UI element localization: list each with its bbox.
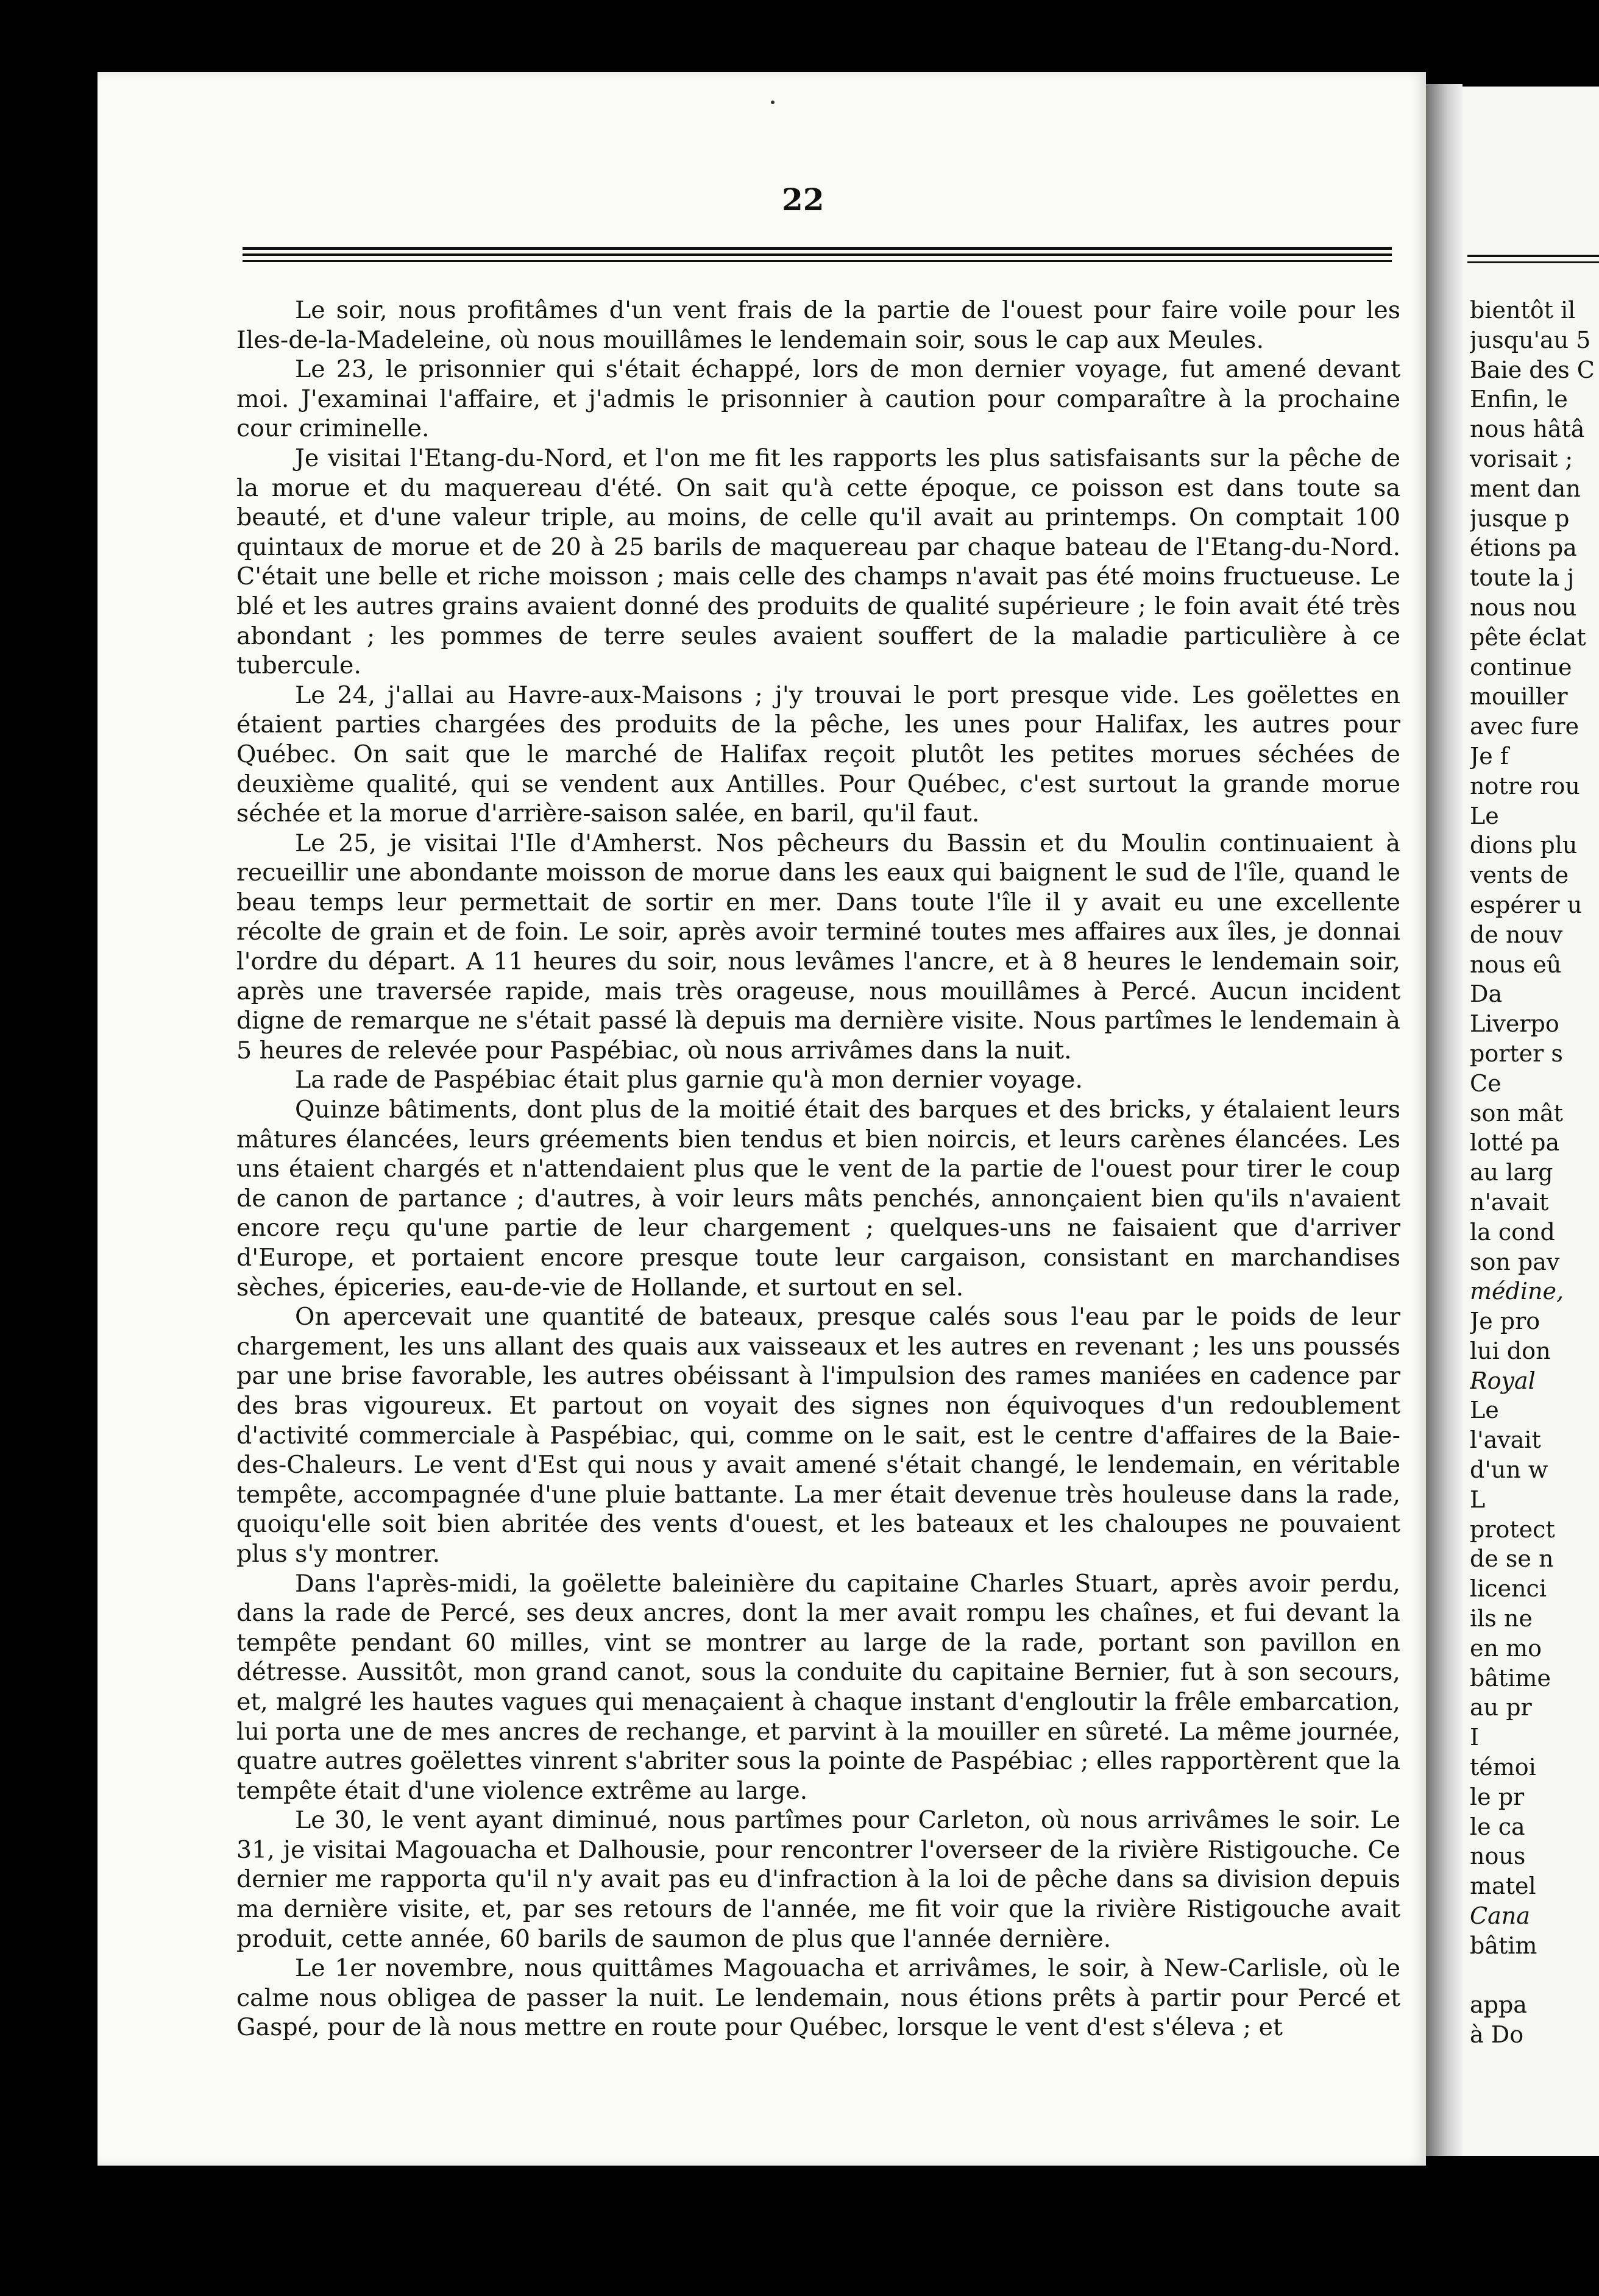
next-page-line: l'avait bbox=[1470, 1426, 1541, 1454]
next-page-line: appa bbox=[1470, 1991, 1527, 2019]
next-page-line: bâtim bbox=[1470, 1932, 1537, 1959]
next-page-line: la cond bbox=[1470, 1218, 1555, 1245]
next-page-line: nous hâtâ bbox=[1470, 416, 1585, 443]
next-page-line: jusque p bbox=[1470, 505, 1570, 532]
next-page-line: de nouv bbox=[1470, 921, 1563, 948]
next-page-line: matel bbox=[1470, 1873, 1536, 1900]
next-page-line bbox=[1470, 1961, 1599, 1991]
next-page-line: Je pro bbox=[1470, 1308, 1540, 1335]
next-page-line: Enfin, le bbox=[1470, 386, 1568, 413]
next-page-line: Le bbox=[1470, 1397, 1499, 1424]
next-page-line: vents de bbox=[1470, 862, 1569, 889]
next-page-line: protect bbox=[1470, 1515, 1555, 1543]
next-page-line: bientôt il bbox=[1470, 297, 1576, 324]
paragraph: Je visitai l'Etang-du-Nord, et l'on me fit les rapports les plus satisfaisants sur la pêche de la morue et du maquereau d'été. On sait qu'à cette époque, ce poisson est dans toute sa beauté, et d'une valeur triple, au moins, de celle qu'il avait au printemps. On comptait 100 quintaux de morue et de 20 à 25 barils de maquereau par chaque bateau de l'Etang-du-Nord. C'était une belle et riche moisson ; mais celle des champs n'avait pas été moins fructueuse. Le blé et les autres grains avaient donné des produits de qualité supérieure ; le foin avait été très abondant ; les pommes de terre seules avaient souffert de la maladie particulière à ce tubercule. bbox=[236, 444, 1400, 680]
next-page-line: lotté pa bbox=[1470, 1129, 1560, 1157]
paragraph: Le 24, j'allai au Havre-aux-Maisons ; j'y trouvai le port presque vide. Les goëlettes en étaient parties chargées des produits de la pêche, les unes pour Halifax, les autres pour Québec. On sait que le marché de Halifax reçoit plutôt les petites morues séchées de deuxième qualité, qui se vendent aux Antilles. Pour Québec, c'est surtout la grande morue séchée et la morue d'arrière-saison salée, en baril, qu'il faut. bbox=[236, 681, 1400, 828]
next-page-line: Royal bbox=[1470, 1367, 1536, 1394]
header-rule bbox=[243, 253, 1392, 256]
next-page-line: I bbox=[1470, 1724, 1480, 1751]
paragraph: Le 1er novembre, nous quittâmes Magouacha et arrivâmes, le soir, à New-Carlisle, où le calme nous obligea de passer la nuit. Le lendemain, nous étions prêts à partir pour Percé et Gaspé, pour de là nous mettre en route pour Québec, lorsque le vent d'est s'éleva ; et bbox=[236, 1954, 1400, 2042]
next-page-line: nous nou bbox=[1470, 593, 1577, 621]
next-page-line: le pr bbox=[1470, 1783, 1525, 1810]
book-gutter bbox=[1426, 84, 1462, 2156]
paragraph: Le 25, je visitai l'Ile d'Amherst. Nos pêcheurs du Bassin et du Moulin continuaient à recueillir une abondante moisson de morue dans les eaux qui baignent le sud de l'île, quand le beau temps leur permettait de sortir en mer. Dans toute l'île il y avait eu une excellente récolte de grain et de foin. Le soir, après avoir terminé toutes mes affaires aux îles, je donnai l'ordre du départ. A 11 heures du soir, nous levâmes l'ancre, et à 8 heures le lendemain soir, après une traversée rapide, mais très orageuse, nous mouillâmes à Percé. Aucun incident digne de remarque ne s'était passé là depuis ma dernière visite. Nous partîmes le lendemain à 5 heures de relevée pour Paspébiac, où nous arrivâmes dans la nuit. bbox=[236, 829, 1400, 1065]
next-page-line: nous bbox=[1470, 1843, 1526, 1870]
next-page-line: nous eû bbox=[1470, 951, 1562, 978]
paragraph: Le 23, le prisonnier qui s'était échappé, lors de mon dernier voyage, fut amené devant moi. J'examinai l'affaire, et j'admis le prisonnier à caution pour comparaître à la prochaine cour criminelle. bbox=[236, 355, 1400, 443]
next-page-line: dions plu bbox=[1470, 832, 1578, 859]
next-page-line: son mât bbox=[1470, 1099, 1563, 1127]
next-page-line: au larg bbox=[1470, 1159, 1553, 1186]
next-page-line: vorisait ; bbox=[1470, 445, 1573, 472]
header-rule bbox=[243, 260, 1392, 262]
next-page-line: Ce bbox=[1470, 1069, 1502, 1097]
next-page-line: le ca bbox=[1470, 1813, 1525, 1840]
next-page-line: étions pa bbox=[1470, 534, 1577, 562]
next-page-line: lui don bbox=[1470, 1337, 1551, 1364]
next-page-line: ils ne bbox=[1470, 1605, 1533, 1632]
scan-speck bbox=[771, 101, 775, 104]
next-page-line: Cana bbox=[1470, 1902, 1530, 1930]
next-page-line: à Do bbox=[1470, 2021, 1524, 2049]
next-page-line: témoi bbox=[1470, 1754, 1536, 1781]
next-page-line: L bbox=[1470, 1486, 1486, 1513]
next-page-line: notre rou bbox=[1470, 772, 1580, 799]
next-page-line: mouiller bbox=[1470, 683, 1568, 710]
paragraph: Le 30, le vent ayant diminué, nous partîmes pour Carleton, où nous arrivâmes le soir. Le 31, je visitai Magouacha et Dalhousie, pour rencontrer l'overseer de la rivière Ristigouche. Ce dernier me rapporta qu'il n'y avait pas eu d'infraction à la loi de pêche dans sa division depuis ma dernière visite, et, par ses retours de l'année, me fit voir que la rivière Ristigouche avait produit, cette année, 60 barils de saumon de plus que l'année dernière. bbox=[236, 1806, 1400, 1953]
next-page-line: de se n bbox=[1470, 1545, 1554, 1573]
next-page-line: n'avait bbox=[1470, 1188, 1549, 1216]
next-page-rule bbox=[1467, 261, 1599, 263]
next-page-line: Baie des C bbox=[1470, 356, 1595, 383]
next-page-line: jusqu'au 5 bbox=[1470, 326, 1591, 353]
next-page-line: pête éclat bbox=[1470, 623, 1586, 651]
next-page-line: bâtime bbox=[1470, 1664, 1551, 1692]
paragraph: Quinze bâtiments, dont plus de la moitié était des barques et des bricks, y étalaient leurs mâtures élancées, leurs gréements bien tendus et bien noircis, et leurs carènes élancées. Les uns étaient chargés et n'attendaient plus que le vent de la partie de l'ouest pour tirer le coup de canon de partance ; d'autres, à voir leurs mâts penchés, annonçaient bien qu'ils n'avaient encore reçu qu'une partie de leur chargement ; quelques-uns ne faisaient que d'arriver d'Europe, et portaient encore presque toute leur cargaison, consistant en marchandises sèches, épiceries, eau-de-vie de Hollande, et surtout en sel. bbox=[236, 1096, 1400, 1302]
next-page-line: espérer u bbox=[1470, 891, 1583, 918]
next-page-line: porter s bbox=[1470, 1040, 1563, 1067]
next-page-line: Liverpo bbox=[1470, 1010, 1559, 1038]
next-page-line: Je f bbox=[1470, 742, 1509, 770]
paragraph: Le soir, nous profitâmes d'un vent frais de la partie de l'ouest pour faire voile pour les Iles-de-la-Madeleine, où nous mouillâmes le lendemain soir, sous le cap aux Meules. bbox=[236, 296, 1400, 354]
next-page-line: avec fure bbox=[1470, 713, 1580, 740]
next-page-line: son pav bbox=[1470, 1248, 1560, 1275]
next-page-rule bbox=[1467, 255, 1599, 257]
body-text bbox=[236, 296, 1400, 2043]
next-page-line: d'un w bbox=[1470, 1456, 1548, 1484]
next-page-line: ment dan bbox=[1470, 475, 1581, 502]
paragraph: Dans l'après-midi, la goëlette baleinière du capitaine Charles Stuart, après avoir perdu, dans la rade de Percé, ses deux ancres, dont la mer avait rompu les chaînes, et fui devant la tempête pendant 60 milles, vint se montrer au large de la rade, portant son pavillon en détresse. Aussitôt, mon grand canot, sous la conduite du capitaine Bernier, fut à son secours, et, malgré les hautes vagues qui menaçaient à chaque instant d'engloutir la frêle embarcation, lui porta une de mes ancres de rechange, et parvint à la mouiller en sûreté. La même journée, quatre autres goëlettes vinrent s'abriter sous la pointe de Paspébiac ; elles rapportèrent que la tempête était d'une violence extrême au large. bbox=[236, 1569, 1400, 1805]
paragraph: La rade de Paspébiac était plus garnie qu'à mon dernier voyage. bbox=[295, 1066, 1083, 1094]
next-page-line: en mo bbox=[1470, 1634, 1542, 1662]
next-page-line: toute la j bbox=[1470, 564, 1575, 592]
next-page-line: licenci bbox=[1470, 1575, 1547, 1603]
header-rule bbox=[243, 247, 1392, 250]
paragraph: On apercevait une quantité de bateaux, presque calés sous l'eau par le poids de leur chargement, les uns allant des quais aux vaisseaux et les autres en revenant ; les uns poussés par une brise favorable, les autres obéissant à l'impulsion des rames maniées en cadence par des bras vigoureux. Et partout on voyait des signes non équivoques d'un redoublement d'activité commerciale à Paspébiac, qui, comme on le sait, est le centre d'affaires de la Baie-des-Chaleurs. Le vent d'Est qui nous y avait amené s'était changé, le lendemain, en véritable tempête, accompagnée d'une pluie battante. La mer était devenue très houleuse dans la rade, quoiqu'elle soit bien abritée des vents d'ouest, et les bateaux et les chaloupes ne pouvaient plus s'y montrer. bbox=[236, 1303, 1400, 1568]
next-page-line: médine, bbox=[1470, 1278, 1564, 1305]
page-number: 22 bbox=[782, 182, 824, 218]
next-page-line: au pr bbox=[1470, 1694, 1532, 1721]
next-page-line: Da bbox=[1470, 980, 1503, 1008]
next-page-line: Le bbox=[1470, 802, 1499, 829]
next-page-line: continue bbox=[1470, 653, 1572, 681]
next-page-text bbox=[1470, 296, 1599, 2050]
